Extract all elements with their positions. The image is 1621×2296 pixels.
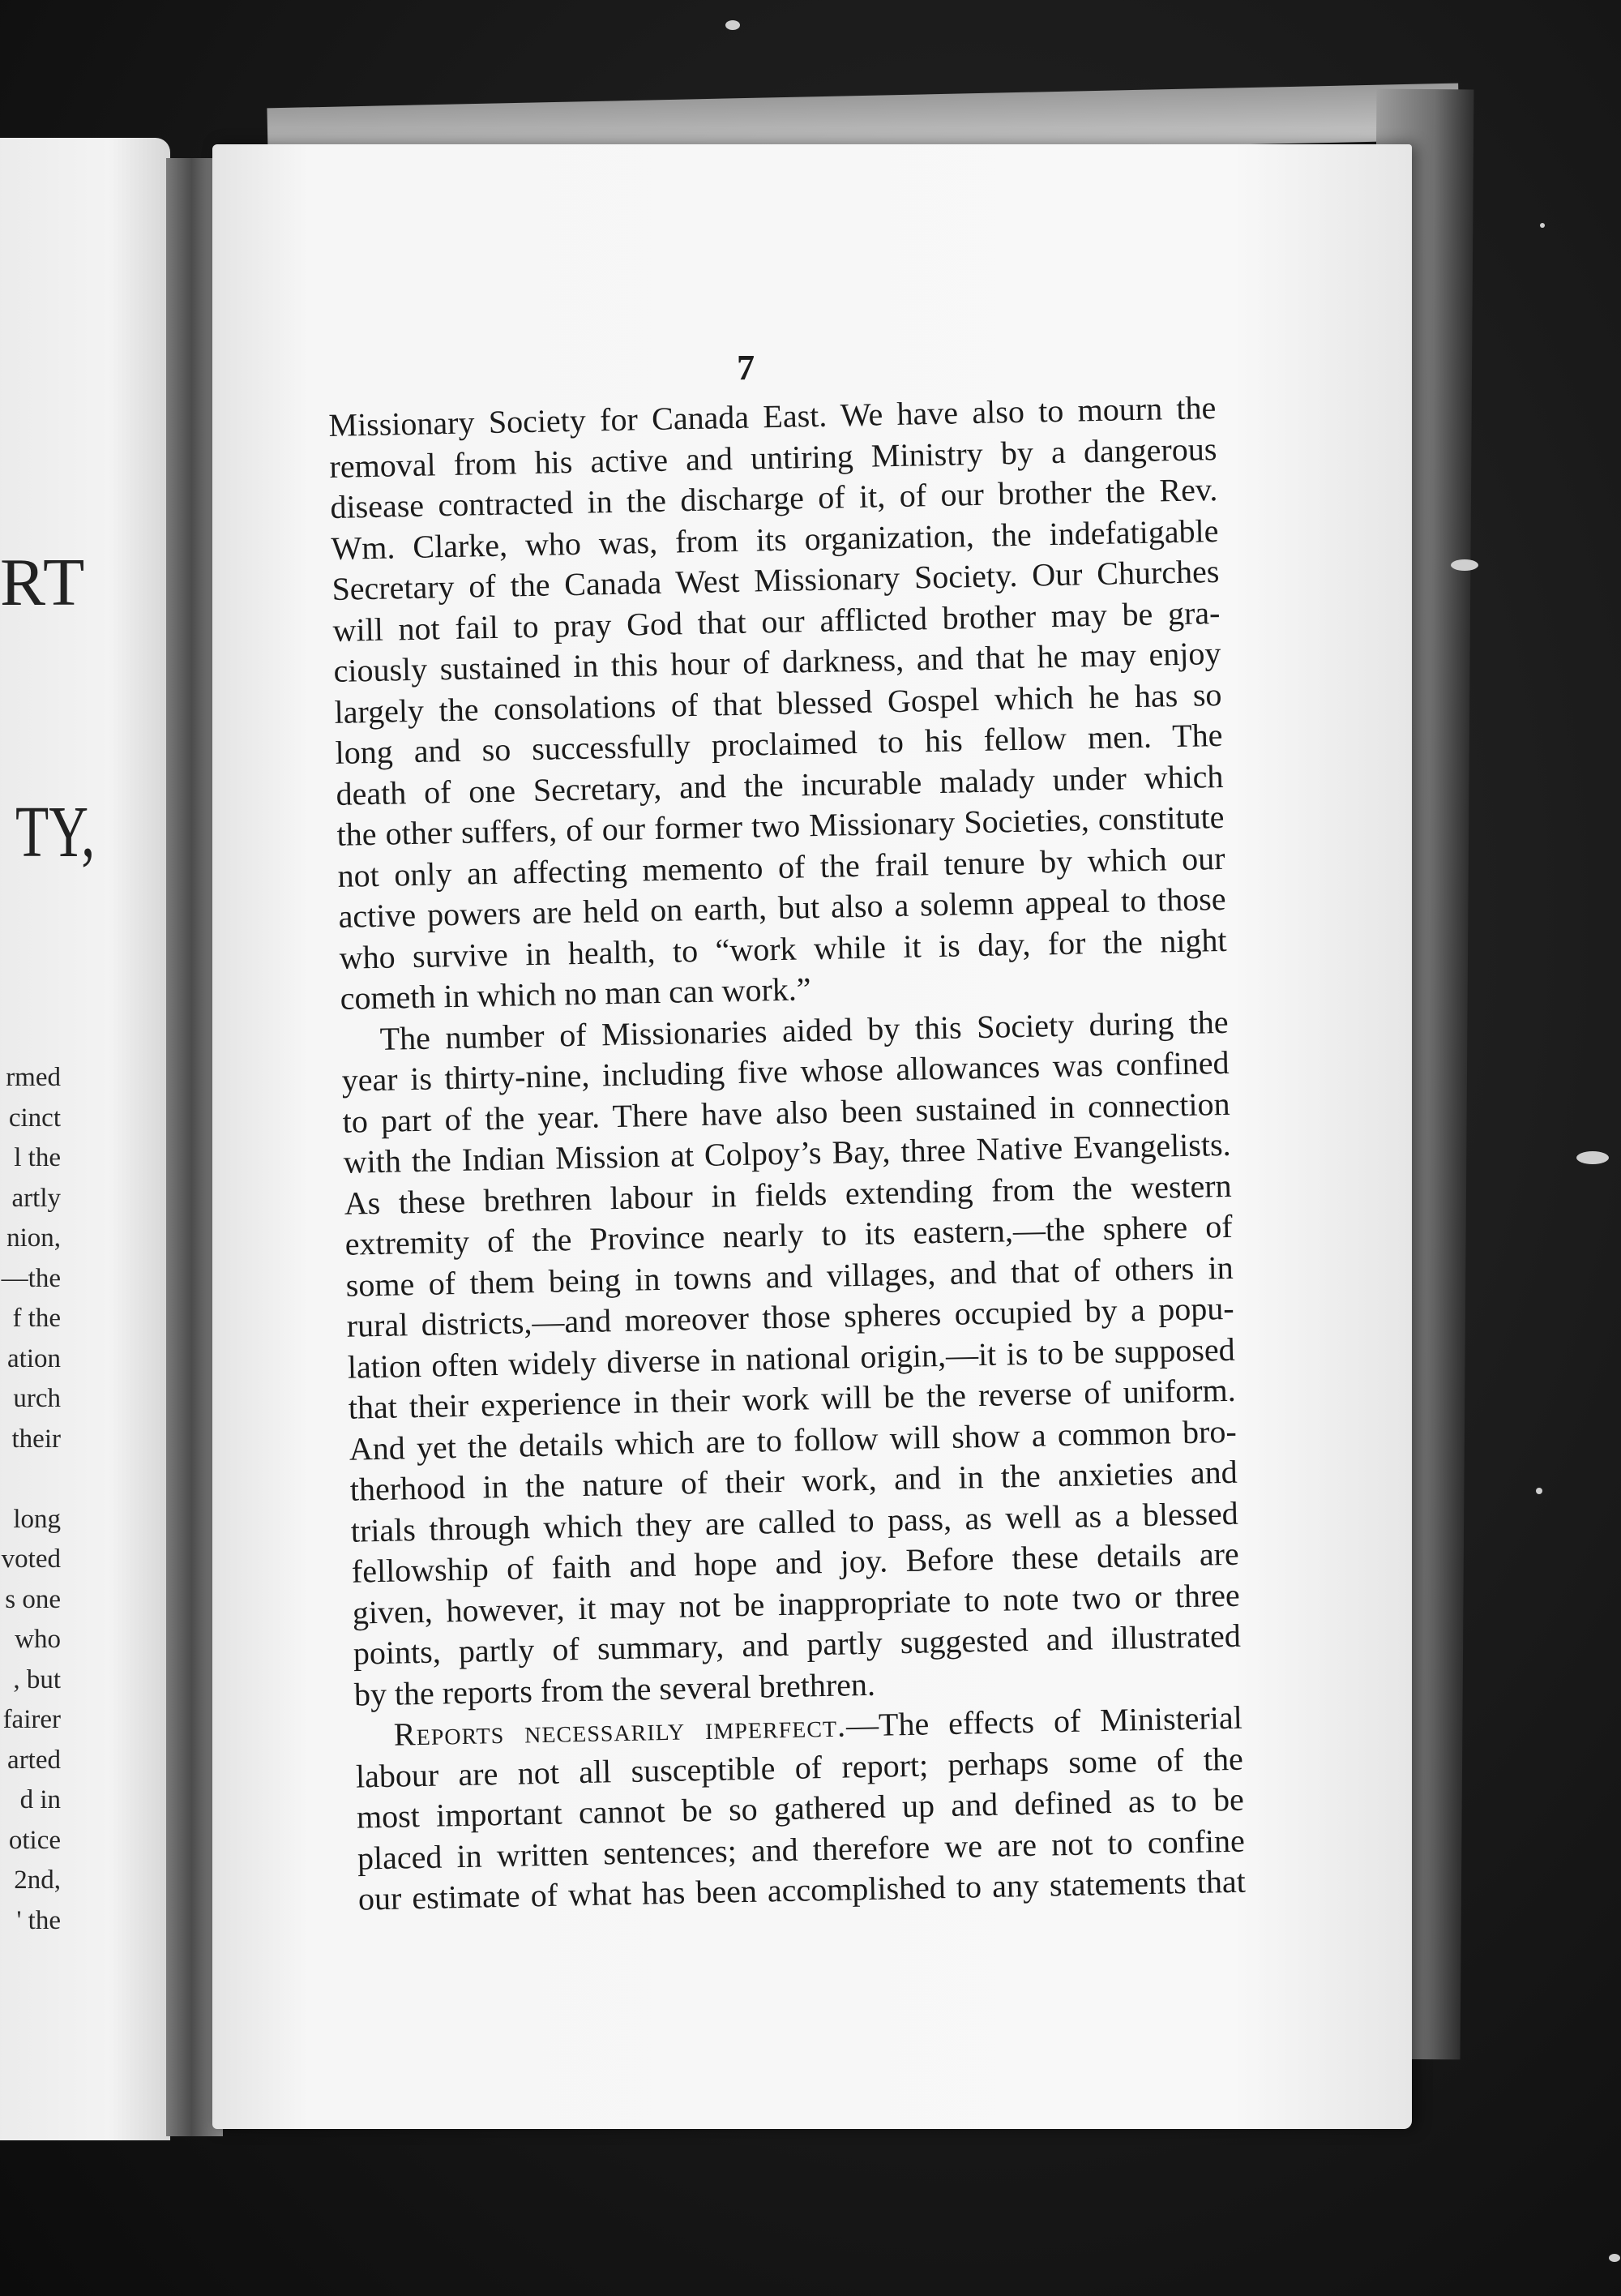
left-page-text-fragments: [0, 1058, 61, 1941]
left-line-gap: [0, 1459, 61, 1500]
text-line: given, however, it may not be inappropriate to note two or three: [352, 1576, 1241, 1631]
text-line: Wm. Clarke, who was, from its organization, the indefatigable: [331, 512, 1219, 567]
text-line: disease contracted in the discharge of it, of our brother the Rev.: [330, 471, 1218, 525]
text-line: removal from his active and untiring Ministry by a dangerous: [329, 430, 1217, 485]
page-number: 7: [737, 348, 755, 388]
dust-speck: [1536, 1488, 1542, 1494]
left-line-fragment: urch: [13, 1384, 61, 1413]
left-line-fragment: otice: [8, 1825, 61, 1855]
text-line: lation often widely diverse in national origin,—it is to be supposed: [347, 1330, 1236, 1386]
text-line: with the Indian Mission at Colpoy’s Bay, three Native Evangelists.: [343, 1125, 1231, 1180]
text-line: ciously sustained in this hour of darkness, and that he may enjoy: [333, 634, 1221, 689]
left-line-fragment: long: [13, 1504, 61, 1534]
text-line: not only an affecting memento of the frail tenure by which our: [337, 839, 1225, 894]
section-heading: Reports necessarily imperfect.: [393, 1707, 847, 1753]
left-line-fragment: cinct: [8, 1103, 61, 1133]
left-line-fragment: l the: [14, 1143, 61, 1172]
text-line: the other suffers, of our former two Missionary Societies, constitute: [336, 798, 1225, 853]
left-line-fragment: ation: [7, 1343, 61, 1373]
dust-speck: [1540, 223, 1545, 228]
text-line: Secretary of the Canada West Missionary Society. Our Churches: [331, 552, 1220, 607]
text-line: And yet the details which are to follow will show a common bro-: [349, 1412, 1238, 1467]
body-text: [328, 388, 1246, 1920]
text-line: by the reports from the several brethren.: [353, 1665, 876, 1713]
left-line-fragment: artly: [11, 1183, 61, 1213]
text-line: largely the consolations of that blessed Gospel which he has so: [334, 675, 1222, 730]
text-line: cometh in which no man can work.”: [340, 970, 811, 1017]
text-line: therhood in the nature of their work, and in the anxieties and: [349, 1453, 1238, 1508]
text-line: labour are not all susceptible of report; perhaps some of the: [355, 1740, 1244, 1795]
text-line: fellowship of faith and hope and joy. Before these details are: [351, 1535, 1240, 1590]
text-line: will not fail to pray God that our afflicted brother may be gra-: [332, 593, 1221, 649]
section-line-continuation: —The effects of Ministerial: [845, 1698, 1243, 1744]
left-line-fragment: ' the: [16, 1905, 61, 1935]
text-line: who survive in health, to “work while it is day, for the night: [339, 921, 1227, 976]
text-line: placed in written sentences; and therefore we are not to confine: [357, 1822, 1246, 1877]
dust-speck: [725, 20, 740, 30]
text-line: most important cannot be so gathered up and defined as to be: [356, 1780, 1245, 1836]
left-line-fragment: arted: [7, 1745, 61, 1775]
text-line: some of them being in towns and villages, and that of others in: [345, 1249, 1234, 1304]
left-line-fragment: —the: [1, 1263, 61, 1293]
left-page-heading-fragment-1: RT: [0, 545, 87, 620]
text-line: rural districts,—and moreover those spheres occupied by a popu-: [346, 1289, 1235, 1344]
text-line: year is thirty-nine, including five whose allowances was confined: [341, 1043, 1230, 1099]
text-line: trials through which they are called to pass, as well as a blessed: [350, 1494, 1239, 1549]
left-line-fragment: fairer: [2, 1705, 61, 1734]
text-line: As these brethren labour in fields extending from the western: [344, 1167, 1232, 1222]
text-line: points, partly of summary, and partly suggested and illustrated: [353, 1617, 1242, 1672]
left-line-fragment: 2nd,: [14, 1866, 61, 1895]
text-line: to part of the year. There have also been sustained in connection: [342, 1085, 1230, 1140]
text-line: The number of Missionaries aided by this Society during the: [379, 1003, 1229, 1057]
text-line: long and so successfully proclaimed to his fellow men. The: [335, 716, 1223, 771]
text-line: Missionary Society for Canada East. We have also to mourn the: [328, 389, 1217, 443]
left-line-fragment: f the: [12, 1304, 61, 1333]
left-line-fragment: s one: [5, 1584, 61, 1614]
text-line: that their experience in their work will be the reverse of uniform.: [348, 1371, 1237, 1426]
text-line: active powers are held on earth, but also a solemn appeal to those: [338, 880, 1226, 935]
dust-speck: [1609, 2254, 1620, 2262]
text-line: extremity of the Province nearly to its eastern,—the sphere of: [344, 1207, 1233, 1262]
left-page-heading-fragment-2: TY,: [15, 792, 96, 872]
left-line-fragment: voted: [1, 1544, 61, 1574]
dust-speck: [1451, 559, 1478, 571]
text-line: death of one Secretary, and the incurable malady under which: [336, 757, 1224, 812]
left-line-fragment: rmed: [6, 1063, 61, 1092]
left-line-fragment: who: [15, 1625, 61, 1654]
left-line-fragment: d in: [19, 1785, 61, 1814]
dust-speck: [1576, 1151, 1609, 1164]
left-line-fragment: , but: [13, 1664, 61, 1694]
text-line: our estimate of what has been accomplished to any statements that: [357, 1862, 1247, 1917]
left-line-fragment: their: [11, 1424, 61, 1454]
left-line-fragment: nion,: [6, 1223, 61, 1253]
